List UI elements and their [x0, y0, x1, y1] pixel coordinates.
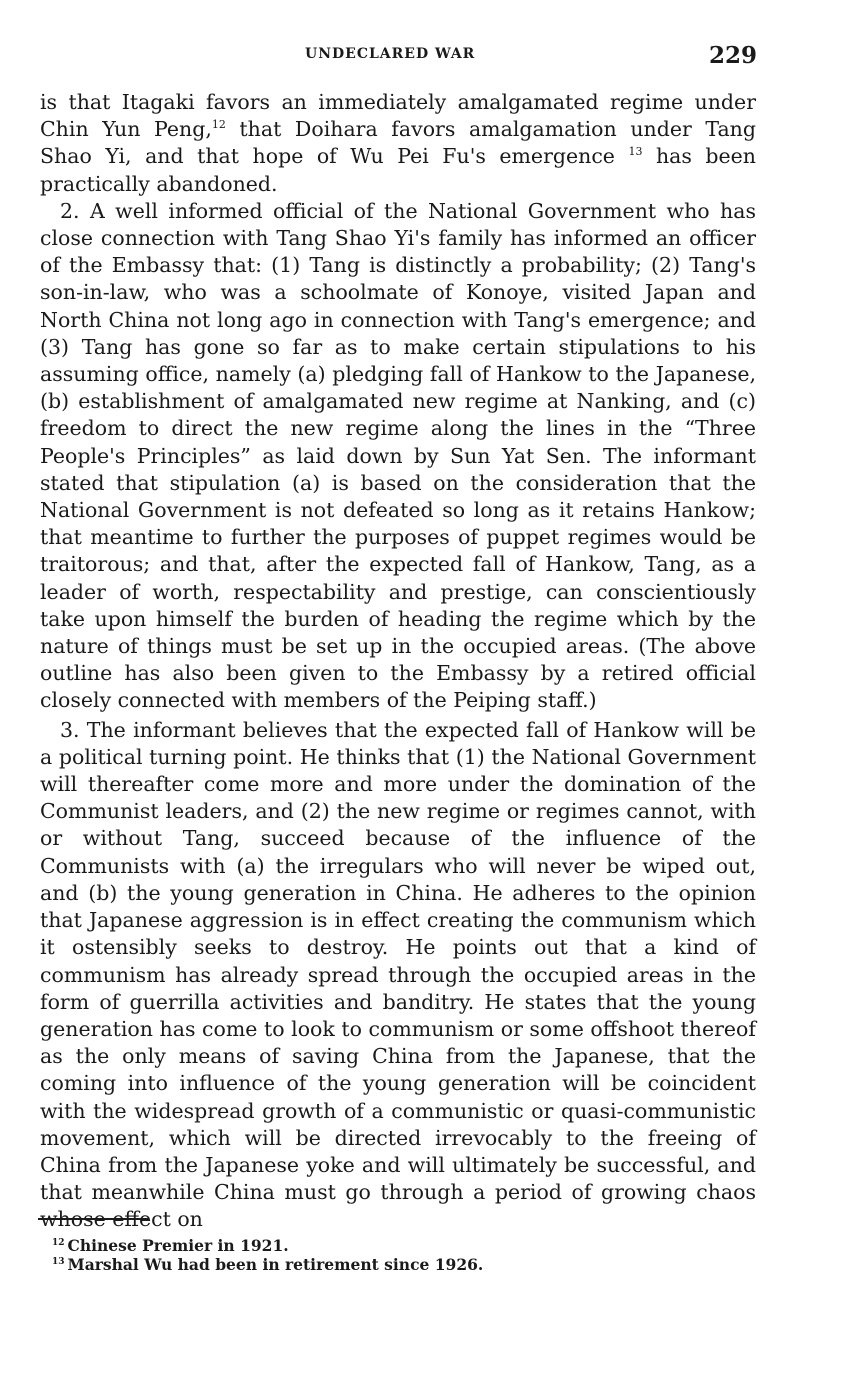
page-number: 229 — [708, 42, 757, 69]
footnote-12 — [52, 1236, 752, 1255]
footnote-text: Marshal Wu had been in retirement since 1926. — [67, 1255, 484, 1274]
footnote-ref-12: 12 — [211, 118, 226, 132]
paragraph-1 — [40, 89, 756, 198]
footnote-divider — [38, 1218, 148, 1220]
paragraph-1-part-a: is that Itagaki favors an immediately amalgamated regime under Chin Yun Peng, — [40, 90, 756, 142]
footnote-text: Chinese Premier in 1921. — [67, 1236, 289, 1255]
paragraph-1-part-c: has been practically abandoned. — [40, 144, 756, 196]
paragraph-2: 2. A well informed official of the National Government who has close connection with Tang Shao Yi's family has informed an officer of the Embassy that: (1) Tang is distinctly a probability; (2) Tang's son-in-law, who was a schoolmate of Konoye, visited Japan and North China not long ago in connection with Tang's emergence; and (3) Tang has gone so far as to make certain stipulations to his assuming office, namely (a) pledging fall of Hankow to the Japanese, (b) establishment of amalgamated new regime at Nanking, and (c) freedom to direct the new regime along the lines in the “Three People's Principles” as laid down by Sun Yat Sen. The informant stated that stipulation (a) is based on the consideration that the National Government is not defeated so long as it retains Hankow; that meantime to further the purposes of puppet regimes would be traitorous; and that, after the expected fall of Hankow, Tang, as a leader of worth, respectability and prestige, can conscientiously take upon himself the burden of heading the regime which by the nature of things must be set up in the occupied areas. (The above outline has also been given to the Embassy by a retired official closely connected with members of the Peiping staff.) — [40, 198, 756, 713]
footnote-ref-13: 13 — [628, 145, 643, 159]
footnote-marker: 13 — [52, 1256, 65, 1267]
running-head: UNDECLARED WAR — [305, 46, 476, 62]
footnote-marker: 12 — [52, 1237, 65, 1248]
paragraph-3: 3. The informant believes that the expected fall of Hankow will be a political turning point. He thinks that (1) the National Government will thereafter come more and more under the domination of the Communist leaders, and (2) the new regime or regimes cannot, with or without Tang, succeed because of the influence of the Communists with (a) the irregulars who will never be wiped out, and (b) the young generation in China. He adheres to the opinion that Japanese aggression is in effect creating the communism which it ostensibly seeks to destroy. He points out that a kind of communism has already spread through the occupied areas in the form of guerrilla activities and banditry. He states that the young generation has come to look to communism or some offshoot thereof as the only means of saving China from the Japanese, that the coming into influence of the young generation will be coincident with the widespread growth of a communistic or quasi-communistic movement, which will be directed irrevocably to the freeing of China from the Japanese yoke and will ultimately be successful, and that meanwhile China must go through a period of growing chaos whose effect on — [40, 717, 756, 1232]
footnotes — [52, 1236, 752, 1274]
body-text — [40, 89, 756, 1234]
paragraph-1-part-b: that Doihara favors amalgamation under Tang Shao Yi, and that hope of Wu Pei Fu's emergence — [40, 117, 756, 169]
footnote-13 — [52, 1255, 752, 1274]
